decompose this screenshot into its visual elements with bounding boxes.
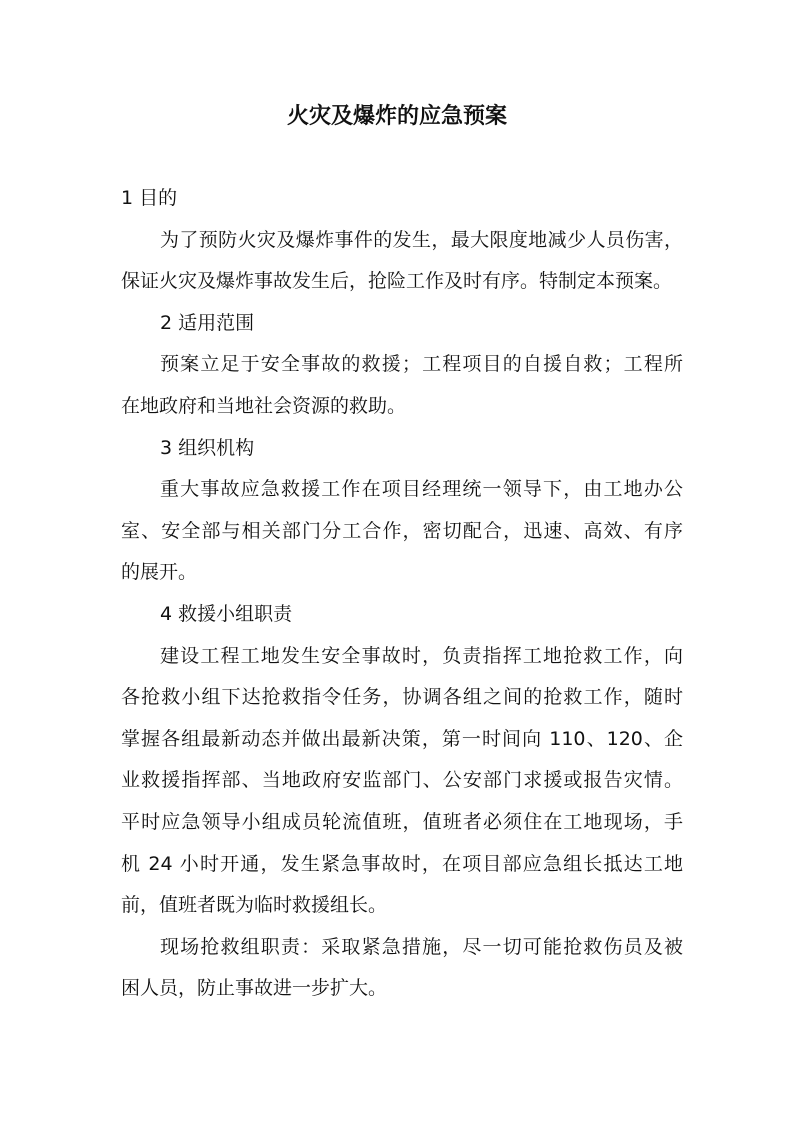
text-line: 为了预防火灾及爆炸事件的发生，最大限度地减少人员伤害， [160, 228, 683, 251]
section-heading [121, 594, 683, 636]
text-line: 保证火灾及爆炸事故发生后，抢险工作及时有序。特制定本预案。 [121, 270, 673, 293]
text-line: 3 组织机构 [160, 436, 255, 459]
document-title: 火灾及爆炸的应急预案 [286, 104, 507, 129]
text-line: 1 目的 [121, 187, 178, 209]
text-line: 各抢救小组下达抢救指令任务，协调各组之间的抢救工作，随时 [121, 686, 683, 709]
text-line: 室、安全部与相关部门分工合作，密切配合，迅速、高效、有序 [121, 519, 683, 542]
section-heading [121, 303, 683, 345]
paragraph [121, 469, 683, 594]
section-heading [121, 178, 683, 220]
paragraph [121, 344, 683, 427]
text-line: 2 适用范围 [160, 311, 255, 334]
text-line: 困人员，防止事故进一步扩大。 [121, 977, 388, 1000]
text-line: 业救援指挥部、当地政府安监部门、公安部门求援或报告灾情。 [121, 769, 683, 792]
text-line: 的展开。 [121, 561, 198, 584]
section-heading [121, 428, 683, 470]
text-line: 机 24 小时开通，发生紧急事故时，在项目部应急组长抵达工地 [121, 852, 683, 875]
paragraph [121, 636, 683, 927]
text-line: 建设工程工地发生安全事故时，负责指挥工地抢救工作，向 [160, 644, 683, 667]
text-line: 掌握各组最新动态并做出最新决策，第一时间向 110、120、企 [121, 727, 683, 750]
paragraph [121, 220, 683, 303]
text-line: 重大事故应急救援工作在项目经理统一领导下，由工地办公 [160, 478, 683, 501]
text-line: 现场抢救组职责：采取紧急措施，尽一切可能抢救伤员及被 [160, 935, 683, 958]
paragraph [121, 927, 683, 1010]
document-body [121, 178, 683, 1010]
text-line: 4 救援小组职责 [160, 602, 293, 625]
text-line: 在地政府和当地社会资源的救助。 [121, 394, 407, 417]
text-line: 前，值班者既为临时救援组长。 [121, 894, 388, 917]
text-line: 平时应急领导小组成员轮流值班，值班者必须住在工地现场，手 [121, 810, 683, 833]
text-line: 预案立足于安全事故的救援；工程项目的自援自救；工程所 [160, 353, 683, 376]
